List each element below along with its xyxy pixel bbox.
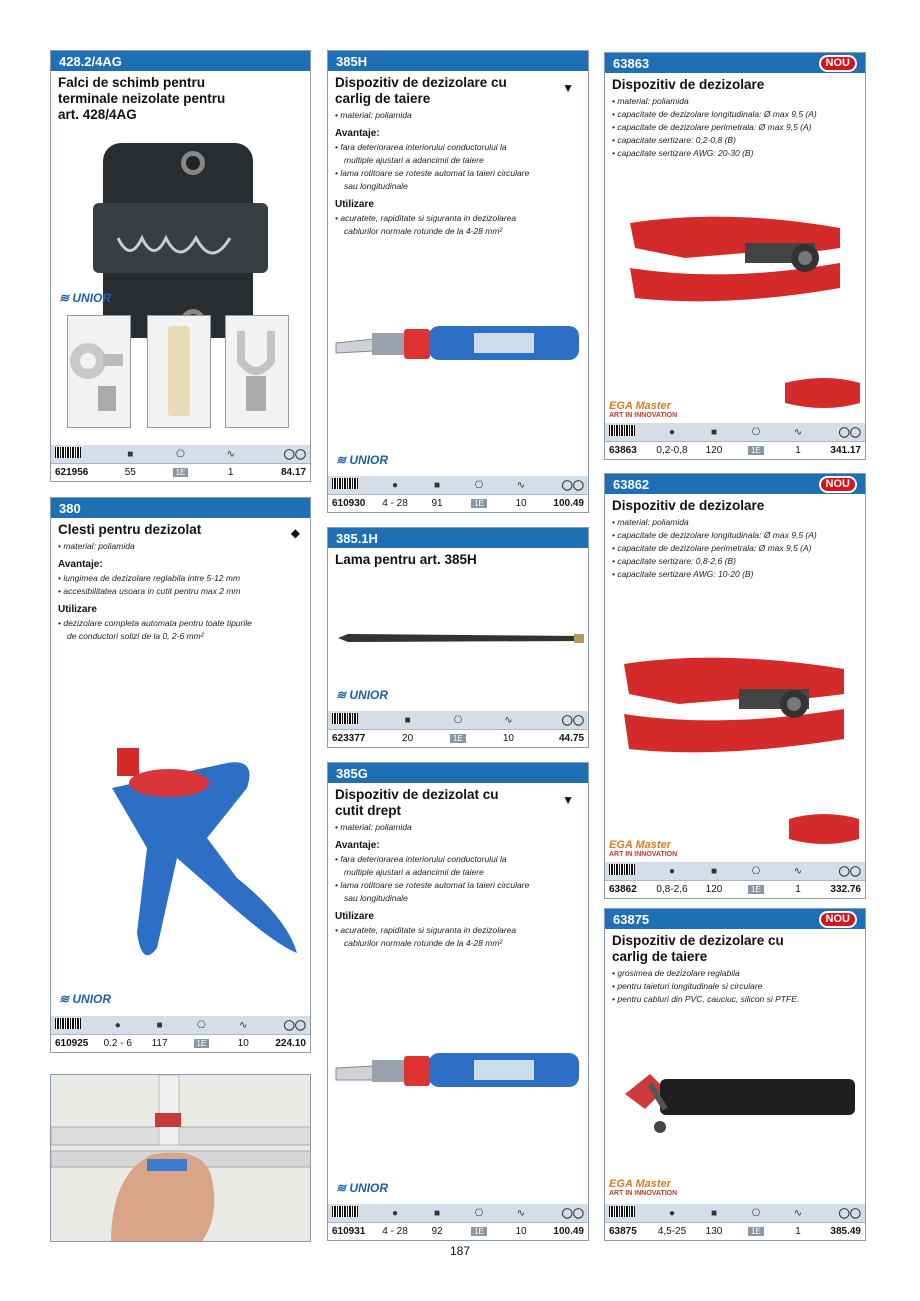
quantity-value: 1 [795, 884, 801, 895]
quantity-value: 10 [237, 1038, 249, 1049]
weight-value: 91 [431, 498, 443, 509]
weight-value: 130 [705, 1226, 723, 1237]
diameter-value: 0,2-0,8 [656, 445, 688, 456]
quantity-value: 10 [515, 1226, 527, 1237]
list-item: • capacitate de dezizolare perimetrala: Ø max 9,5 (A) [612, 543, 812, 553]
weight-value: 120 [705, 884, 723, 895]
wire-stripper-pliers-image [57, 718, 307, 968]
diameter-icon: ● [391, 1207, 399, 1219]
unit-icon: ∿ [504, 714, 513, 726]
barcode-icon [332, 713, 358, 724]
pack-badge: 1E [748, 885, 764, 894]
new-badge: NOU [819, 55, 857, 72]
diameter-value: 4 - 28 [382, 498, 408, 509]
table-row [328, 494, 588, 512]
weight-value: 120 [705, 445, 723, 456]
diameter-icon: ● [668, 426, 676, 438]
package-icon: ⎔ [474, 1207, 484, 1219]
diameter-value: 0,8-2,6 [656, 884, 688, 895]
product-code: 428.2/4AG [51, 51, 310, 71]
weight-icon: ■ [127, 448, 134, 460]
egamaster-logo: EGA Master ART IN INNOVATION [609, 1178, 678, 1197]
unit-icon: ∿ [239, 1019, 248, 1031]
product-card-380 [50, 497, 311, 1053]
product-title: Dispozitiv de dezizolare [612, 77, 765, 92]
article-number: 621956 [55, 467, 89, 478]
list-item: • material: poliamida [612, 96, 689, 106]
list-item: • capacitate de dezizolare perimetrala: Ø max 9,5 (A) [612, 122, 812, 132]
product-card-385h [327, 50, 589, 513]
list-item: • fara deteriorarea interiorului conductorului la multiple ajustari a adancimii de taiere [335, 854, 507, 877]
package-icon: ⎔ [453, 714, 463, 726]
list-item: • acuratete, rapiditate si siguranta in dezizolarea cablurilor normale rotunde de la 4-28 mm² [335, 213, 517, 236]
price-value: 385.49 [830, 1226, 861, 1237]
diameter-icon: ● [114, 1019, 121, 1031]
list-item: • material: poliamida [612, 517, 689, 527]
barcode-icon [55, 1018, 81, 1029]
list-item: • capacitate sertizare: 0,2-0,8 (B) [612, 135, 736, 145]
table-row [328, 729, 588, 747]
pack-badge: 1E [471, 1227, 487, 1236]
coins-icon: ◯◯ [838, 426, 861, 438]
table-row [51, 463, 310, 481]
unior-logo: ≋ UNIOR [336, 1181, 389, 1195]
barcode-icon [332, 1206, 358, 1217]
quantity-value: 10 [515, 498, 527, 509]
list-item: • capacitate sertizare: 0,8-2,6 (B) [612, 556, 736, 566]
coins-icon: ◯◯ [283, 1019, 306, 1031]
unit-icon: ∿ [793, 426, 803, 438]
barcode-icon [55, 447, 81, 458]
triangle-marker-icon: ▼ [562, 793, 574, 807]
list-item: • material: poliamida [58, 541, 135, 551]
unior-logo: ≋ UNIOR [59, 291, 112, 305]
weight-icon: ■ [404, 714, 411, 726]
product-title: Clesti pentru dezizolat [58, 522, 202, 537]
product-card-63875 [604, 908, 866, 1241]
list-item: • accesibilitatea usoara in cutit pentru max 2 mm [58, 586, 241, 596]
list-item: • material: poliamida [335, 110, 412, 120]
black-cable-stripper-image [615, 1049, 860, 1149]
egamaster-logo: EGA Master ART IN INNOVATION [609, 839, 678, 858]
new-badge: NOU [819, 911, 857, 928]
coins-icon: ◯◯ [838, 1207, 861, 1219]
price-value: 44.75 [559, 733, 585, 744]
article-number: 610931 [332, 1226, 366, 1237]
new-badge: NOU [819, 476, 857, 493]
diameter-icon: ● [668, 1207, 676, 1219]
table-row [328, 1222, 588, 1240]
package-icon: ⎔ [176, 448, 185, 460]
section-heading: Utilizare [58, 604, 97, 615]
unior-logo: ≋ UNIOR [336, 453, 389, 467]
spec-table [605, 1204, 865, 1240]
red-wire-stripper-image [625, 203, 865, 423]
table-row [605, 880, 865, 898]
product-title: Falci de schimb pentru terminale neizolate pentru art. 428/4AG [58, 75, 226, 122]
diameter-value: 4,5-25 [657, 1226, 687, 1237]
unit-icon: ∿ [793, 1207, 803, 1219]
product-title: Dispozitiv de dezizolare cu carlig de taiere [612, 933, 784, 964]
list-item: • dezizolare completa automata pentru toate tipurile de conductori solizi de la 0, 2-6 mm² [58, 618, 252, 641]
weight-icon: ■ [710, 865, 718, 877]
table-row [51, 1034, 310, 1052]
list-item: • lama rotitoare se roteste automat la taieri circulare sau longitudinale [335, 168, 530, 191]
package-icon: ⎔ [197, 1019, 206, 1031]
diameter-value: 4 - 28 [382, 1226, 408, 1237]
article-number: 63875 [609, 1226, 637, 1237]
section-heading: Avantaje: [335, 128, 380, 139]
list-item: • lama rotitoare se roteste automat la taieri circulare sau longitudinale [335, 880, 530, 903]
product-code: 385.1H [328, 528, 588, 548]
price-value: 341.17 [830, 445, 861, 456]
product-code: 63862 NOU [605, 474, 865, 494]
pack-badge: 1E [450, 734, 466, 743]
ring-terminal-image [67, 315, 131, 428]
package-icon: ⎔ [751, 865, 761, 877]
coins-icon: ◯◯ [561, 1207, 584, 1219]
unior-logo: ≋ UNIOR [59, 992, 112, 1006]
weight-icon: ■ [710, 1207, 718, 1219]
coins-icon: ◯◯ [838, 865, 861, 877]
spec-table [605, 862, 865, 898]
page-number: 187 [449, 1244, 471, 1258]
blade-image [336, 628, 586, 648]
usage-photo [50, 1074, 311, 1242]
spec-table [328, 1204, 588, 1240]
article-number: 623377 [332, 733, 366, 744]
weight-value: 92 [431, 1226, 443, 1237]
section-heading: Utilizare [335, 911, 374, 922]
coins-icon: ◯◯ [561, 479, 584, 491]
weight-icon: ■ [156, 1019, 163, 1031]
butt-connector-image [147, 315, 211, 428]
quantity-value: 1 [795, 445, 801, 456]
price-value: 84.17 [280, 467, 307, 478]
section-heading: Utilizare [335, 199, 374, 210]
list-item: • capacitate de dezizolare longitudinala: Ø max 9,5 (A) [612, 109, 817, 119]
product-code: 63875 NOU [605, 909, 865, 929]
article-number: 610925 [55, 1038, 89, 1049]
weight-icon: ■ [433, 1207, 441, 1219]
list-item: • acuratete, rapiditate si siguranta in dezizolarea cablurilor normale rotunde de la 4-28 mm² [335, 925, 517, 948]
barcode-icon [609, 425, 635, 436]
unit-icon: ∿ [516, 479, 526, 491]
list-item: • capacitate de dezizolare longitudinala: Ø max 9,5 (A) [612, 530, 817, 540]
barcode-icon [609, 864, 635, 875]
unit-icon: ∿ [516, 1207, 526, 1219]
weight-icon: ■ [433, 479, 441, 491]
product-title: Dispozitiv de dezizolat cu cutit drept [335, 787, 499, 818]
coins-icon: ◯◯ [283, 448, 307, 460]
unior-logo: ≋ UNIOR [336, 688, 389, 702]
pack-badge: 1E [194, 1039, 210, 1048]
spec-table [328, 711, 588, 747]
cable-stripper-straight-image [334, 1048, 584, 1098]
coins-icon: ◯◯ [561, 714, 585, 726]
price-value: 100.49 [553, 1226, 584, 1237]
list-item: • material: poliamida [335, 822, 412, 832]
red-wire-stripper-image [619, 654, 864, 854]
price-value: 224.10 [275, 1038, 306, 1049]
diameter-value: 0.2 - 6 [103, 1038, 132, 1049]
section-heading: Avantaje: [335, 840, 380, 851]
triangle-marker-icon: ▼ [562, 81, 574, 95]
section-heading: Avantaje: [58, 559, 103, 570]
weight-icon: ■ [710, 426, 718, 438]
weight-value: 55 [124, 467, 136, 478]
list-item: • pentru taieturi longitudinale si circulare [612, 981, 763, 991]
product-code: 385H [328, 51, 588, 71]
list-item: • capacitate sertizare AWG: 20-30 (B) [612, 148, 754, 158]
spec-table [328, 476, 588, 512]
diamond-marker-icon: ◆ [290, 526, 300, 540]
table-row [605, 441, 865, 459]
product-card-385g [327, 762, 589, 1241]
price-value: 100.49 [553, 498, 584, 509]
package-icon: ⎔ [751, 426, 761, 438]
unit-icon: ∿ [793, 865, 803, 877]
package-icon: ⎔ [751, 1207, 761, 1219]
list-item: • grosimea de dezizolare reglabila [612, 968, 740, 978]
product-card-385-1h [327, 527, 589, 748]
pack-badge: 1E [748, 1227, 764, 1236]
quantity-value: 10 [502, 733, 514, 744]
barcode-icon [332, 478, 358, 489]
pack-badge: 1E [748, 446, 764, 455]
product-code: 385G [328, 763, 588, 783]
egamaster-logo: EGA Master ART IN INNOVATION [609, 400, 678, 419]
list-item: • fara deteriorarea interiorului conductorului la multiple ajustari a adancimii de taiere [335, 142, 507, 165]
product-card-428-2-4ag [50, 50, 311, 482]
product-title: Dispozitiv de dezizolare cu carlig de taiere [335, 75, 507, 106]
table-row [605, 1222, 865, 1240]
cable-stripper-hook-image [334, 321, 584, 371]
pack-badge: 1E [471, 499, 487, 508]
quantity-value: 1 [795, 1226, 801, 1237]
product-card-63863 [604, 52, 866, 460]
article-number: 63862 [609, 884, 637, 895]
spec-table [51, 445, 310, 481]
crimp-jaws-image [93, 143, 273, 343]
weight-value: 117 [151, 1038, 168, 1049]
spec-table [51, 1016, 310, 1052]
list-item: • capacitate sertizare AWG: 10-20 (B) [612, 569, 754, 579]
product-title: Dispozitiv de dezizolare [612, 498, 765, 513]
diameter-icon: ● [391, 479, 399, 491]
diameter-icon: ● [668, 865, 676, 877]
product-title: Lama pentru art. 385H [335, 552, 477, 567]
weight-value: 20 [402, 733, 414, 744]
product-code: 380 [51, 498, 310, 518]
fork-terminal-image [225, 315, 289, 428]
price-value: 332.76 [830, 884, 861, 895]
pack-badge: 1E [173, 468, 189, 477]
unit-icon: ∿ [226, 448, 235, 460]
product-card-63862 [604, 473, 866, 899]
package-icon: ⎔ [474, 479, 484, 491]
list-item: • pentru cabluri din PVC, cauciuc, silicon si PTFE. [612, 994, 800, 1004]
article-number: 610930 [332, 498, 366, 509]
spec-table [605, 423, 865, 459]
article-number: 63863 [609, 445, 637, 456]
barcode-icon [609, 1206, 635, 1217]
quantity-value: 1 [227, 467, 234, 478]
list-item: • lungimea de dezizolare reglabila intre 5-12 mm [58, 573, 241, 583]
product-code: 63863 NOU [605, 53, 865, 73]
